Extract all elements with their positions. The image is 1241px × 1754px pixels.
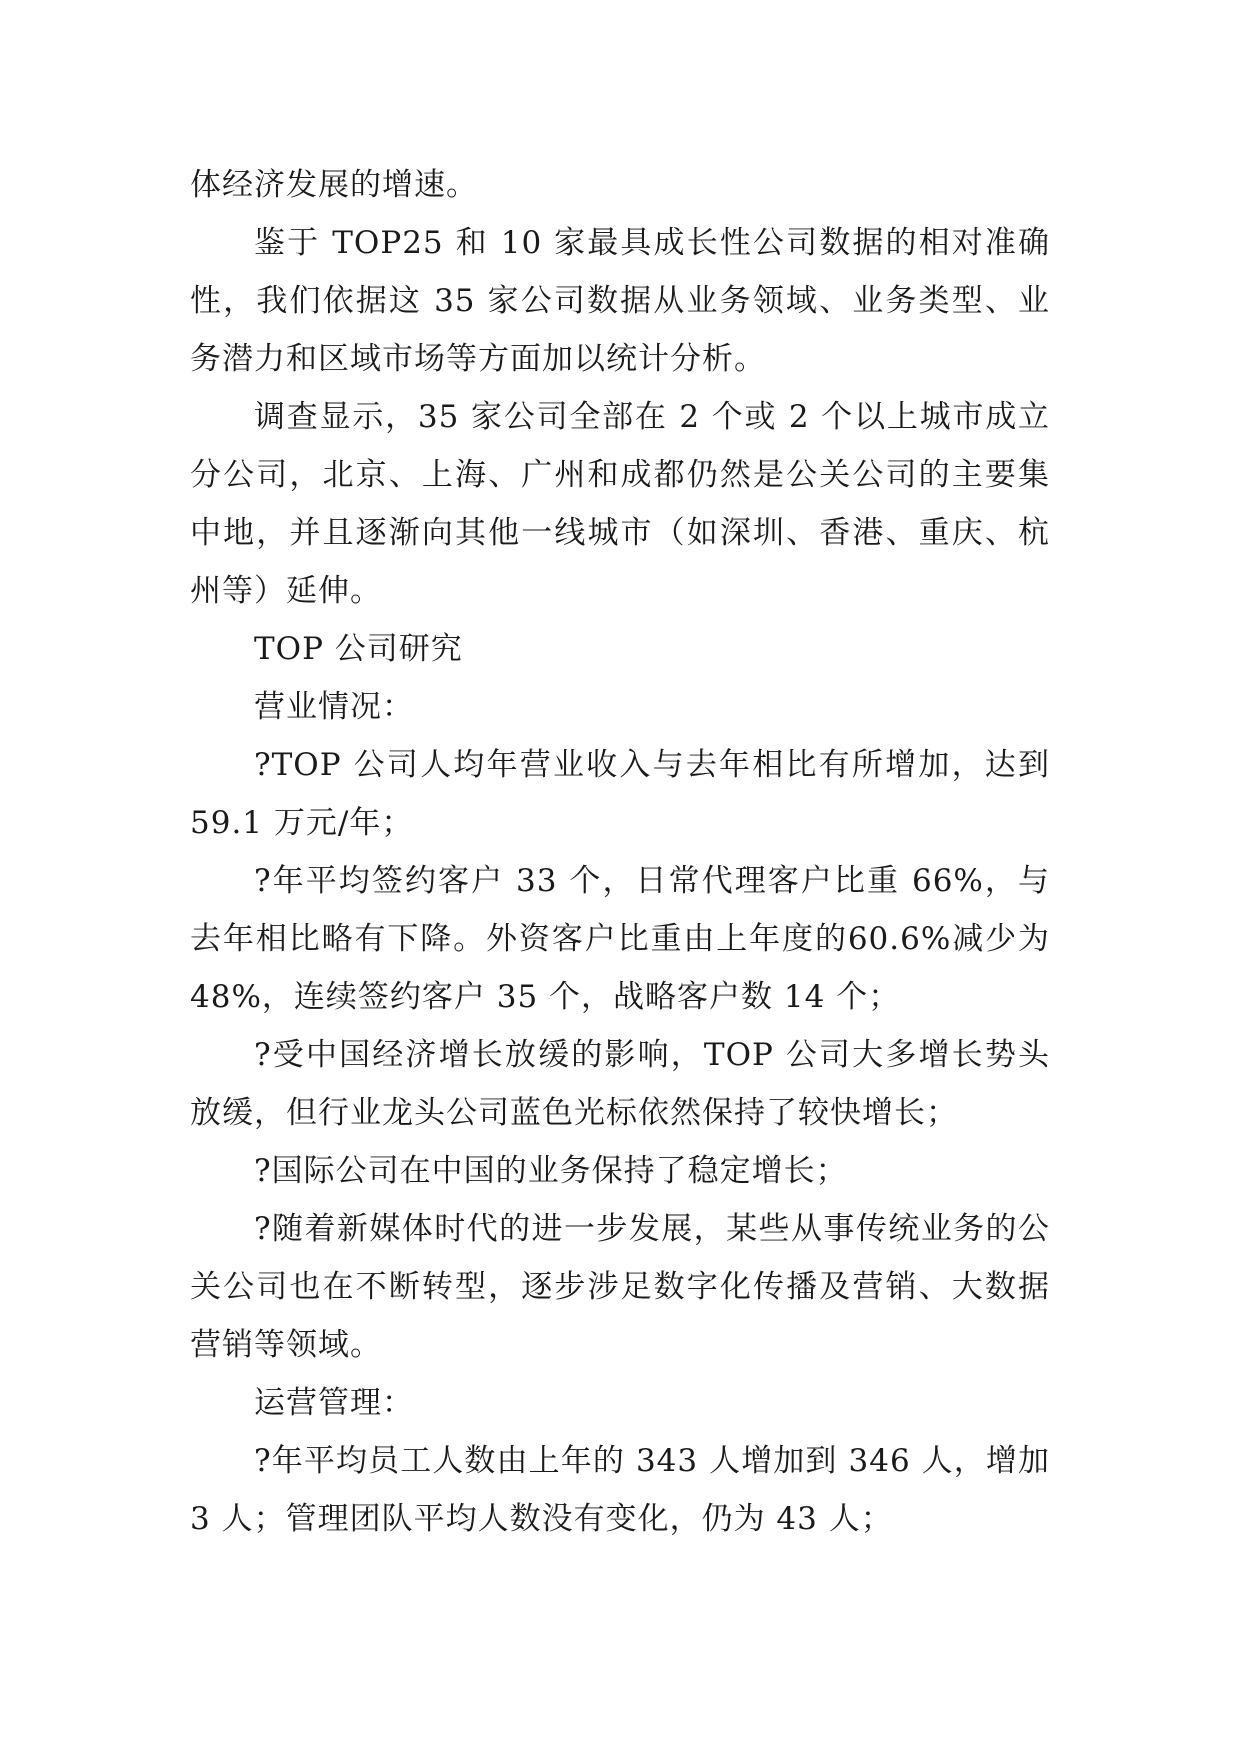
list-item-revenue: ?TOP 公司人均年营业收入与去年相比有所增加，达到 59.1 万元/年；: [190, 747, 1050, 841]
paragraph-data-basis: 鉴于 TOP25 和 10 家最具成长性公司数据的相对准确性，我们依据这 35 家公司数据从业务领域、业务类型、业务潜力和区域市场等方面加以统计分析。: [190, 225, 1050, 377]
list-item-staff: ?年平均员工人数由上年的 343 人增加到 346 人，增加 3 人；管理团队平均人数没有变化，仍为 43 人；: [190, 1443, 1050, 1537]
list-item-clients: ?年平均签约客户 33 个，日常代理客户比重 66%，与去年相比略有下降。外资客户比重由上年度的60.6%减少为 48%，连续签约客户 35 个，战略客户数 14 个；: [190, 863, 1050, 1015]
section-heading-top-research: TOP 公司研究: [254, 631, 463, 667]
document-body: [190, 156, 1050, 1548]
list-item-growth: ?受中国经济增长放缓的影响，TOP 公司大多增长势头放缓，但行业龙头公司蓝色光标依然保持了较快增长；: [190, 1037, 1050, 1131]
list-item-new-media: ?随着新媒体时代的进一步发展，某些从事传统业务的公关公司也在不断转型，逐步涉足数字化传播及营销、大数据营销等领域。: [190, 1211, 1050, 1363]
list-item-international: ?国际公司在中国的业务保持了稳定增长；: [254, 1153, 848, 1189]
subheading-operations: 运营管理：: [254, 1385, 414, 1421]
paragraph-continuation: 体经济发展的增速。: [190, 167, 478, 203]
paragraph-survey-cities: 调查显示，35 家公司全部在 2 个或 2 个以上城市成立分公司，北京、上海、广州和成都仍然是公关公司的主要集中地，并且逐渐向其他一线城市（如深圳、香港、重庆、杭州等）延伸。: [190, 399, 1050, 609]
subheading-business: 营业情况：: [254, 689, 414, 725]
